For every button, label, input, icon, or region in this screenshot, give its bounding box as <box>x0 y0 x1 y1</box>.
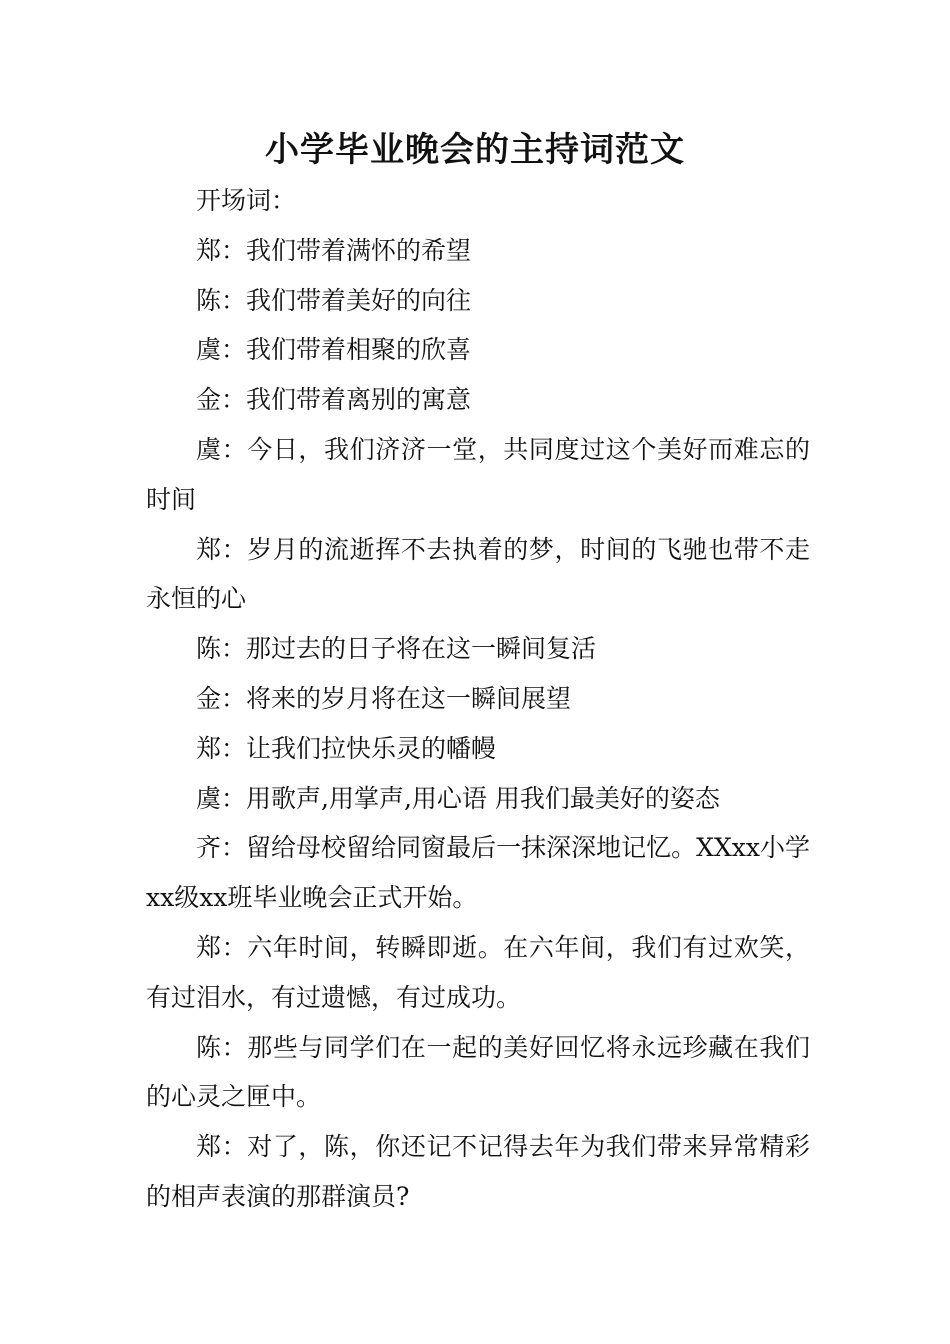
paragraph: 郑：岁月的流逝挥不去执着的梦，时间的飞驰也带不走永恒的心 <box>146 534 810 614</box>
paragraph: 齐：留给母校留给同窗最后一抹深深地记忆。XXxx小学xx级xx班毕业晚会正式开始。 <box>146 833 810 913</box>
document-title: 小学毕业晚会的主持词范文 <box>265 130 685 170</box>
paragraph: 陈：那过去的日子将在这一瞬间复活 <box>196 634 597 664</box>
paragraph: 虞：今日，我们济济一堂，共同度过这个美好而难忘的时间 <box>146 434 810 514</box>
paragraph: 开场词： <box>196 186 297 215</box>
paragraph: 陈：那些与同学们在一起的美好回忆将永远珍藏在我们的心灵之匣中。 <box>146 1032 810 1112</box>
paragraph: 金：我们带着离别的寓意 <box>196 385 472 415</box>
paragraph: 郑：对了，陈，你还记不记得去年为我们带来异常精彩的相声表演的那群演员? <box>146 1132 810 1211</box>
paragraph: 陈：我们带着美好的向往 <box>196 285 472 315</box>
paragraph: 虞：用歌声,用掌声,用心语 用我们最美好的姿态 <box>196 783 720 813</box>
paragraph: 虞：我们带着相聚的欣喜 <box>196 335 472 365</box>
paragraph: 郑：让我们拉快乐灵的幡幔 <box>196 733 497 763</box>
paragraph: 郑：我们带着满怀的希望 <box>196 235 472 265</box>
document-body <box>146 176 810 1222</box>
paragraph: 金：将来的岁月将在这一瞬间展望 <box>196 683 572 713</box>
paragraph: 郑：六年时间，转瞬即逝。在六年间，我们有过欢笑，有过泪水，有过遗憾，有过成功。 <box>146 932 810 1012</box>
